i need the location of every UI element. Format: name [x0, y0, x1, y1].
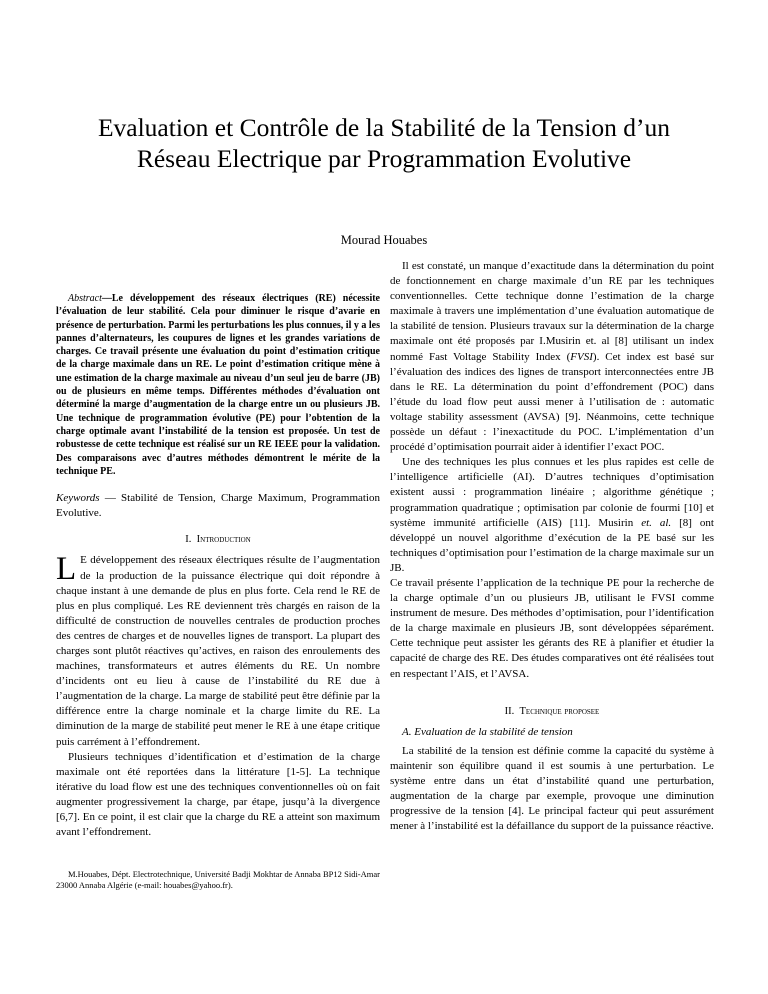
abstract: [56, 292, 380, 478]
footnote-text: M.Houabes, Dépt. Electrotechnique, Université Badji Mokhtar de Annaba BP12 Sidi-Amar 23000 Annaba Algérie (e-mail: houabes@yahoo.fr).: [56, 869, 380, 890]
right-paragraph-1a: Il est constaté, un manque d’exactitude dans la détermination du point de fonctionnement en charge maximale d’un RE par les techniques conventionnelles. Cette technique donne l’estimation de la charge maximale à travers une implémentation d’une évaluation automatique de la stabilité de tension. Plusieurs travaux sur la détermination de la charge maximale ont été proposés par I.Musirin et. al [8] utilisant un index nommé Fast Voltage Stability Index (: [390, 260, 714, 363]
fvsi-abbrev: FVSI: [570, 350, 593, 363]
right-paragraph-1b: ). Cet index est basé sur l’évaluation des indices des lignes de transport interconnectées entre JB dans le RE. La détermination du point d’effondrement (POC) dans l’étude du load flow peut aussi mener à l’utilisation de : automatic voltage stability assessment (AVSA) [9]. Néanmoins, cette technique possède un défaut : l’inexactitude du POC. L’implémentation d’un procédé d’optimisation pourrait aider à identifier l’exact POC.: [390, 350, 714, 454]
section-heading-introduction: [56, 532, 380, 547]
section-number: I.: [185, 534, 192, 546]
keywords-lead: Keywords: [56, 492, 100, 505]
subsection-heading-a: A. Evaluation de la stabilité de tension: [402, 725, 573, 738]
intro-paragraph-1: [56, 553, 380, 749]
section-number: II.: [504, 705, 515, 717]
et-al: et. al.: [641, 516, 672, 529]
right-paragraph-2a: Une des techniques les plus connues et les plus rapides est celle de l’intelligence artificielle (AI). D’autres techniques d’optimisation existent aussi : programmation linéaire ; algorithme génétique ; programmation quadratique ; optimisation par colonie de fourmi [10] et système immunité artificielle (AIS) [11]. Musirin: [390, 456, 714, 529]
intro-paragraph-1-text: E développement des réseaux électriques résulte de l’augmentation de la production de la puissance électrique qui doit répondre à chaque instant à une demande de plus en plus forte. Cela rend le RE de plus en plus compliqué. Les RE deviennent très chargés en raison de la difficulté de construction de nouvelles centrales de production proches des centres de charges et de nouvelles lignes de transport. La plupart des charges sont plutôt réactives qu’actives, en raison des enroulements des machines, transformateurs et autres éléments du RE. Un nombre d’incidents ont eu lieu à cause de l’instabilité du RE due à l’augmentation de la charge. La marge de stabilité peut être définie par la différence entre la charge nominale et la charge limite du RE. La diminution de la marge de stabilité peut mener le RE à une étape critique puis carrément à l’effondrement.: [56, 554, 380, 748]
keywords: [56, 491, 380, 521]
abstract-text: —Le développement des réseaux électriques (RE) nécessite l’évaluation de leur stabilité. Cela pour diminuer le risque d’avarie en présence de perturbation. Parmi les perturbations les plus connues, il y a les pannes d’alternateurs, les coupures de lignes et les grandes variations de charges. Ce travail présente une évaluation du point d’estimation critique de la charge maximale dans un RE. Le point d’estimation critique mène à une estimation de la charge maximale au niveau d’un seul jeu de barre (JB) ou de plusieurs en même temps. Différentes méthodes d’évaluation ont déterminé la marge d’augmentation de la charge entre un ou plusieurs JB. Une technique de programmation évolutive (PE) pour l’obtention de la charge optimale avant l’instabilité de la tension est proposée. Un test de robustesse de cette technique est réalisé sur un RE IEEE pour la validation. Des comparaisons avec d’autres méthodes démontrent le mérite de la technique PE.: [56, 293, 380, 477]
right-paragraph-4: La stabilité de la tension est définie comme la capacité du système à maintenir son équilibre quand il est soumis à une perturbation. Le système entre dans un état d’instabilité quand une perturbation, augmentation de la charge par exemple, provoque une diminution progressive de la tension [4]. Le principal facteur qui peut assurément mener à l’instabilité est la défaillance du support de la puissance réactive.: [390, 744, 714, 833]
right-paragraph-2: [390, 455, 714, 576]
section-title: Introduction: [196, 534, 251, 546]
right-paragraph-3: Ce travail présente l’application de la technique PE pour la recherche de la charge optimale d’un ou plusieurs JB, utilisant le FVSI comme instrument de mesure. Des méthodes d’optimisation, pour l’identification de la charge maximale en plusieurs JB, sont développées séparément. Cette technique peut assister les gérants des RE à planifier et étudier la capacité de charge des RE. Des études comparatives ont été réalisées tout en respectant l’AIS, et l’AVSA.: [390, 576, 714, 680]
right-paragraph-1: [390, 259, 714, 455]
abstract-lead: Abstract: [68, 293, 102, 304]
keywords-text: — Stabilité de Tension, Charge Maximum, Programmation Evolutive.: [56, 492, 380, 520]
right-column: [390, 259, 714, 834]
left-column: [56, 258, 380, 840]
section-heading-technique: [390, 704, 714, 719]
right-paragraph-2b: [8] ont développé un nouvel algorithme d’exécution de la PE basé sur les techniques d’optimisation pour l’estimation de la charge maximale sur un JB.: [390, 516, 714, 574]
paper-title: Evaluation et Contrôle de la Stabilité de la Tension d’un Réseau Electrique par Programmation Evolutive: [97, 113, 671, 173]
section-title: Technique proposee: [519, 705, 600, 717]
drop-cap: L: [56, 551, 77, 588]
intro-paragraph-2: Plusieurs techniques d’identification et d’estimation de la charge maximale ont été reportées dans la littérature [1-5]. La technique itérative du load flow est une des techniques conventionnelles où on fait augmenter progressivement la charge, par étape, jusqu’à la divergence [6,7]. En ce point, il est clair que la charge du RE a atteint son maximum avant l’effondrement.: [56, 750, 380, 839]
author-footnote: [56, 869, 380, 891]
author-name: Mourad Houabes: [340, 233, 428, 247]
